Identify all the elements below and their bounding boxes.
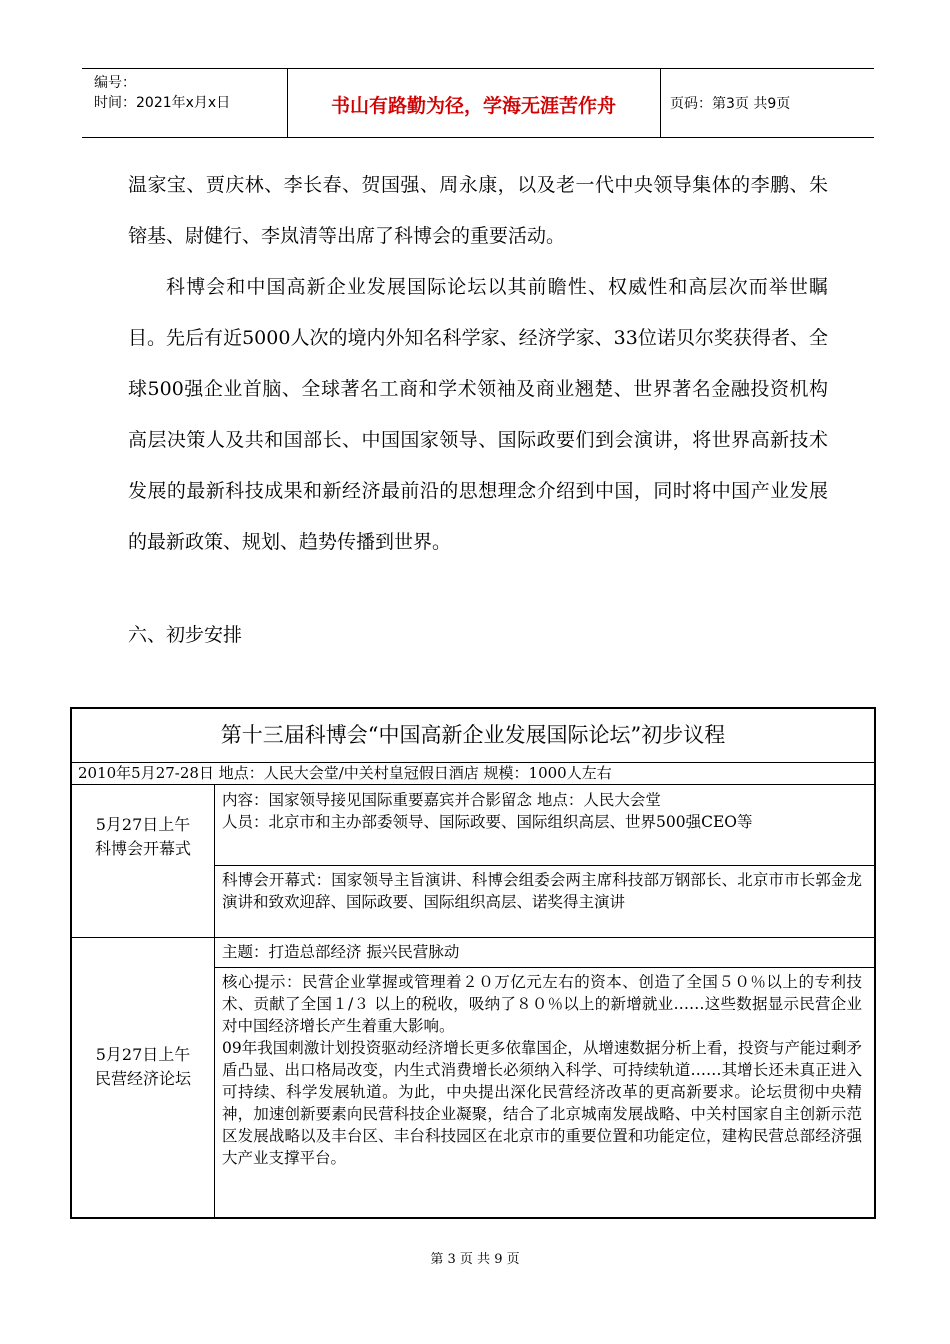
table-divider [214, 785, 215, 1217]
table-divider [72, 937, 874, 938]
header-page-info: 页码：第3页 共9页 [670, 96, 791, 112]
header-meta [94, 73, 230, 113]
cell-content: 内容：国家领导接见国际重要嘉宾并合影留念 地点：人民大会堂 [222, 791, 661, 809]
body-paragraph-1: 温家宝、贾庆林、李长春、贺国强、周永康，以及老一代中央领导集体的李鹏、朱镕基、尉健行、李岚清等出席了科博会的重要活动。 [128, 174, 828, 247]
agenda-title: 第十三届科博会“中国高新企业发展国际论坛”初步议程 [72, 709, 874, 763]
agenda-info-row: 2010年5月27-28日 地点：人民大会堂/中关村皇冠假日酒店 规模：1000人左右 [72, 762, 874, 785]
table-divider [214, 967, 874, 968]
agenda-row-label [72, 813, 214, 861]
agenda-cell [222, 971, 862, 1169]
agenda-cell: 科博会开幕式：国家领导主旨演讲、科博会组委会两主席科技部万钢部长、北京市市长郭金龙演讲和致欢迎辞、国际政要、国际组织高层、诺奖得主演讲 [222, 871, 862, 911]
page-header [82, 68, 874, 138]
section-heading: 六、初步安排 [128, 624, 243, 646]
row-session: 科博会开幕式 [94, 839, 191, 858]
cell-detail: 09年我国刺激计划投资驱动经济增长更多依靠国企，从增速数据分析上看，投资与产能过剩矛盾凸显、出口格局改变，内生式消费增长必须纳入科学、可持续轨道……其增长还未真正进入可持续、科学发展轨道。为此，中央提出深化民营经济改革的更高新要求。论坛贯彻中央精神，加速创新要素向民营科技企业凝聚，结合了北京城南发展战略、中关村国家自主创新示范区发展战略以及丰台区、丰台科技园区在北京市的重要位置和功能定位，建构民营总部经济强大产业支撑平台。 [222, 1039, 862, 1167]
agenda-cell [222, 789, 862, 833]
header-motto: 书山有路勤为径，学海无涯苦作舟 [330, 95, 616, 117]
table-divider [214, 865, 874, 866]
document-number: 编号： [94, 75, 136, 91]
row-date: 5月27日上午 [95, 1045, 191, 1064]
agenda-row-label [72, 1043, 214, 1091]
row-date: 5月27日上午 [95, 815, 191, 834]
page-footer: 第 3 页 共 9 页 [430, 1252, 520, 1267]
header-divider [660, 69, 661, 137]
cell-key-point: 核心提示：民营企业掌握或管理着２０万亿元左右的资本、创造了全国５０％以上的专利技术、贡献了全国１/３ 以上的税收，吸纳了８０％以上的新增就业……这些数据显示民营企业对中国经济增长产生着重大影响。 [222, 973, 862, 1035]
row-session: 民营经济论坛 [94, 1069, 191, 1088]
document-time: 时间：2021年x月x日 [94, 95, 231, 111]
body-paragraph-2: 科博会和中国高新企业发展国际论坛以其前瞻性、权威性和高层次而举世瞩目。先后有近5000人次的境内外知名科学家、经济学家、33位诺贝尔奖获得者、全球500强企业首脑、全球著名工商和学术领袖及商业翘楚、世界著名金融投资机构高层决策人及共和国部长、中国国家领导、国际政要们到会演讲，将世界高新技术发展的最新科技成果和新经济最前沿的思想理念介绍到中国，同时将中国产业发展的最新政策、规划、趋势传播到世界。 [128, 276, 828, 553]
agenda-cell: 主题：打造总部经济 振兴民营脉动 [222, 943, 460, 961]
cell-attendees: 人员：北京市和主办部委领导、国际政要、国际组织高层、世界500强CEO等 [222, 813, 753, 831]
agenda-table [70, 707, 876, 1219]
